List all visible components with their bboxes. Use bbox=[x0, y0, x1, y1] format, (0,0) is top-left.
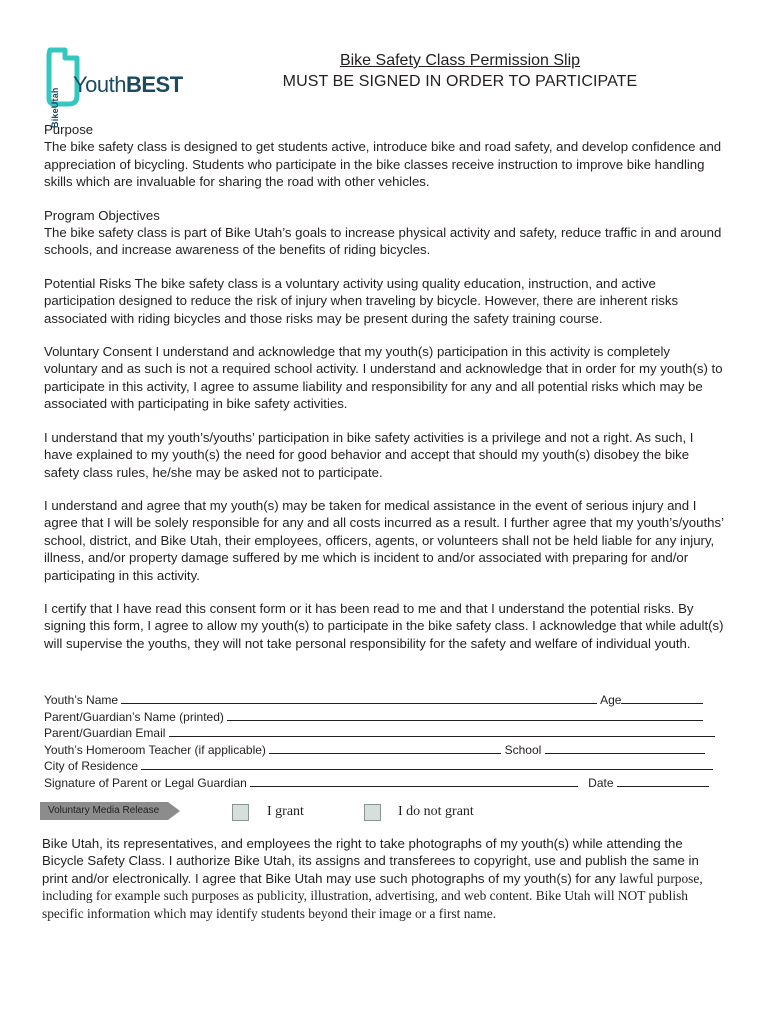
date-label: Date bbox=[588, 775, 614, 790]
parent-email-row bbox=[44, 725, 734, 742]
signature-label: Signature of Parent or Legal Guardian bbox=[44, 775, 247, 790]
signature-row bbox=[44, 775, 734, 792]
youth-name-label: Youth’s Name bbox=[44, 693, 119, 707]
city-label: City of Residence bbox=[44, 759, 139, 774]
purpose-heading: Purpose bbox=[44, 122, 94, 137]
teacher-line[interactable] bbox=[269, 742, 501, 754]
privilege-text: I understand that my youth’s/youths’ participation in bike safety activities is a privilege and not a right. As such, I have explained to my youth(s) the need for good behavior and accept that should my youth(s) disobey the bike safety class rules, he/she may be asked not to participate. bbox=[44, 429, 694, 480]
release-text-serif: lawful purpose, including for example such purposes as publicity, illustration, advertising, and web content. Bike Utah will NOT publish specific information which may identify students beyond their image or a first name. bbox=[42, 870, 703, 921]
age-line[interactable] bbox=[621, 692, 703, 704]
youthbest-logo bbox=[45, 46, 195, 128]
grant-label: I grant bbox=[267, 804, 304, 819]
age-label: Age bbox=[600, 693, 622, 707]
media-release-row bbox=[40, 802, 740, 824]
objectives-text: The bike safety class is part of Bike Utah’s goals to increase physical activity and safety, reduce traffic in and around schools, and increase awareness of the benefits of riding bicycles. bbox=[44, 225, 722, 258]
media-release-tag bbox=[40, 802, 180, 820]
media-release-text bbox=[42, 835, 722, 922]
parent-name-label: Parent/Guardian’s Name (printed) bbox=[44, 709, 224, 724]
risks-paragraph bbox=[44, 275, 724, 327]
youth-name-line[interactable] bbox=[121, 692, 597, 704]
page-title: Bike Safety Class Permission Slip bbox=[339, 52, 581, 69]
consent-heading: Voluntary Consent bbox=[44, 344, 152, 360]
grant-checkbox[interactable] bbox=[232, 804, 249, 821]
consent-text: I understand and acknowledge that my youth(s) participation in this activity is completely voluntary and as such is not a required school activity. I understand and acknowledge that in order for my youth(s) to participate in this activity, I agree to assume liability and responsibility for any and all potential risks which may be associated with participating in bike safety activities. bbox=[44, 344, 723, 412]
not-grant-label: I do not grant bbox=[398, 804, 474, 819]
teacher-label: Youth’s Homeroom Teacher (if applicable) bbox=[44, 742, 266, 757]
medical-text: I understand and agree that my youth(s) may be taken for medical assistance in the event of serious injury and I agree that I will be solely responsible for any and all costs incurred as a result. I further agree that my youth’s/youths’ school, district, and Bike Utah, their employees, officers, agents, or volunteers shall not be held liable for any injury, illness, and/or property damage suffered by me which is incident to and/or associated with preparing for and/or participating in this activity. bbox=[44, 497, 724, 583]
parent-name-row bbox=[44, 709, 734, 726]
logo-vertical-text: BikeUtah bbox=[50, 87, 60, 128]
teacher-row bbox=[44, 742, 734, 759]
objectives-heading: Program Objectives bbox=[44, 207, 160, 223]
youth-name-row bbox=[44, 692, 734, 709]
parent-email-label: Parent/Guardian Email bbox=[44, 726, 166, 741]
certify-text: I certify that I have read this consent form or it has been read to me and that I understand the potential risks. By signing this form, I agree to allow my youth(s) to participate in the bike safety class. I acknowledge that while adult(s) will supervise the youths, they will not take personal responsibility for the safety and welfare of individual youth. bbox=[44, 600, 724, 651]
media-release-label: Voluntary Media Release bbox=[48, 805, 160, 816]
form-fields bbox=[44, 692, 734, 792]
logo-wordmark: YouthBEST bbox=[73, 72, 183, 97]
date-line[interactable] bbox=[617, 775, 709, 787]
risks-heading: Potential Risks bbox=[44, 275, 132, 291]
school-line[interactable] bbox=[545, 742, 705, 754]
risks-text: The bike safety class is a voluntary activity using quality education, instruction, and active participation designed to reduce the risk of injury when traveling by bicycle. However, there are inherent risks associated with riding bicycles and those risks may be present during the safety training course. bbox=[44, 275, 679, 326]
purpose-text: The bike safety class is designed to get students active, introduce bike and road safety, and develop confidence and appreciation of bicycling. Students who participate in the bike classes receive instruction to improve bike handling skills which are invaluable for sharing the road with other vehicles. bbox=[44, 139, 722, 190]
not-grant-checkbox[interactable] bbox=[364, 804, 381, 821]
parent-name-line[interactable] bbox=[227, 709, 703, 721]
signature-line[interactable] bbox=[250, 775, 578, 787]
city-row bbox=[44, 758, 734, 775]
page-subtitle: MUST BE SIGNED IN ORDER TO PARTICIPATE bbox=[282, 73, 638, 90]
city-line[interactable] bbox=[141, 758, 713, 770]
title-block bbox=[230, 50, 690, 92]
school-label: School bbox=[504, 742, 542, 757]
release-text-sans: Bike Utah, its representatives, and employees the right to take photographs of my youth(s) while attending the Bicycle Safety Class. I authorize Bike Utah, its assigns and transferees to copyright, use and publish the same in print and/or electronically. I agree that Bike Utah may use such photographs of my youth(s) for any bbox=[42, 836, 699, 886]
document-body bbox=[44, 121, 724, 652]
parent-email-line[interactable] bbox=[169, 725, 715, 737]
consent-paragraph bbox=[44, 343, 724, 413]
